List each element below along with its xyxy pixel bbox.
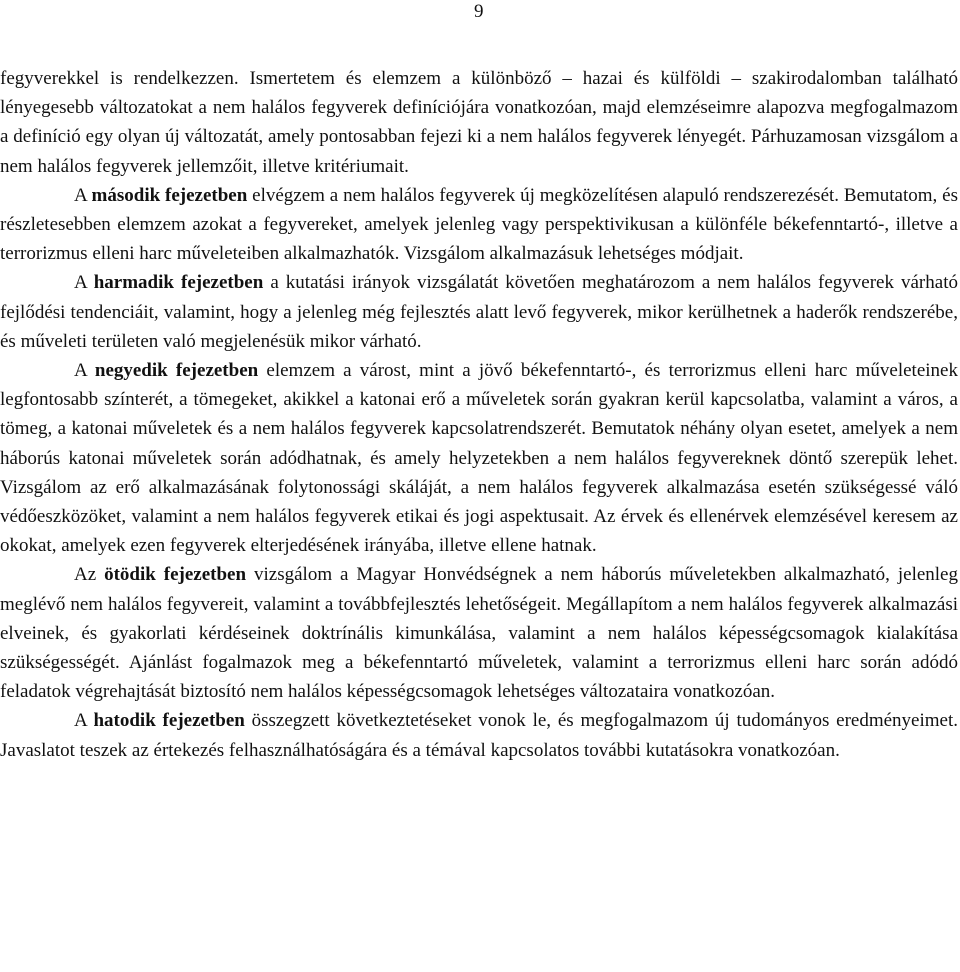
paragraph-lead: A (74, 272, 94, 294)
paragraph-chapter-6 (0, 706, 958, 764)
paragraph-text: fegyverekkel is rendelkezzen. Ismertetem és elemzem a különböző – hazai és külföldi – szakirodalomban található lényegesebb változatokat a nem halálos fegyverek definíciójára vonatkozóan, majd elemzéseimre alapozva megfogalmazom a definíció egy olyan új változatát, amely pontosabban fejezi ki a nem halálos fegyverek lényegét. Párhuzamosan vizsgálom a nem halálos fegyverek jellemzőit, illetve kritériumait. (0, 68, 958, 177)
paragraph-chapter-2 (0, 181, 958, 269)
paragraph-intro-continuation (0, 64, 958, 181)
chapter-heading-bold: második fejezetben (91, 184, 248, 206)
chapter-heading-bold: harmadik fejezetben (93, 272, 264, 294)
chapter-heading-bold: ötödik fejezetben (104, 564, 247, 586)
paragraph-text: elemzem a várost, mint a jövő békefenntartó-, és terrorizmus elleni harc műveleteinek legfontosabb színterét, a tömegeket, akikkel a katonai erő a műveletek során gyakran kerül kapcsolatba, valamint a város, a tömeg, a katonai műveletek és a nem halálos fegyverek kapcsolatrendszerét. Bemutatok néhány olyan esetet, amelyek a nem háborús katonai műveletek során adódhatnak, és amely helyzetekben a nem halálos fegyvereknek döntő szerepük lehet. Vizsgálom az erő alkalmazásának folytonossági skáláját, a nem halálos fegyverek alkalmazása esetén szükségessé váló védőeszközöket, valamint a nem halálos fegyverek etikai és jogi aspektusait. Az érvek és ellenérvek elemzésével keresem az okokat, amelyek ezen fegyverek elterjedésének irányába, illetve ellene hatnak. (0, 360, 958, 557)
paragraph-text: összegzett következtetéseket vonok le, és megfogalmazom új tudományos eredményeimet. Javaslatot teszek az értekezés felhasználhatóságára és a témával kapcsolatos további kutatásokra vonatkozóan. (0, 710, 958, 761)
paragraph-chapter-5 (0, 560, 958, 706)
chapter-heading-bold: negyedik fejezetben (94, 360, 259, 382)
paragraph-lead: A (74, 184, 92, 206)
chapter-heading-bold: hatodik fejezetben (93, 710, 245, 732)
page-number: 9 (474, 1, 484, 22)
paragraph-lead: Az (74, 564, 105, 586)
document-body (0, 64, 958, 765)
paragraph-lead: A (74, 710, 94, 732)
paragraph-lead: A (74, 360, 95, 382)
paragraph-text: a kutatási irányok vizsgálatát követően meghatározom a nem halálos fegyverek várható fejlődési tendenciáit, valamint, hogy a jelenleg még fejlesztés alatt levő fegyverek, mikor kerülhetnek a haderők rendszerébe, és műveleti területen való megjelenésük mikor várható. (0, 272, 958, 352)
paragraph-chapter-3 (0, 268, 958, 356)
paragraph-text: vizsgálom a Magyar Honvédségnek a nem háborús műveletekben alkalmazható, jelenleg meglévő nem halálos fegyvereit, valamint a továbbfejlesztés lehetőségeit. Megállapítom a nem halálos fegyverek alkalmazási elveinek, és gyakorlati kérdéseinek doktrínális kimunkálása, valamint a nem halálos képességcsomagok kialakítása szükségességét. Ajánlást fogalmazok meg a békefenntartó műveletek, valamint a terrorizmus elleni harc során adódó feladatok végrehajtását biztosító nem halálos képességcsomagok lehetséges változataira vonatkozóan. (0, 564, 958, 703)
paragraph-text: elvégzem a nem halálos fegyverek új megközelítésen alapuló rendszerezését. Bemutatom, és részletesebben elemzem azokat a fegyvereket, amelyek jelenleg vagy perspektivikusan a különféle békefenntartó-, illetve a terrorizmus elleni harc műveleteiben alkalmazhatók. Vizsgálom alkalmazásuk lehetséges módjait. (0, 184, 958, 265)
paragraph-chapter-4 (0, 356, 958, 560)
